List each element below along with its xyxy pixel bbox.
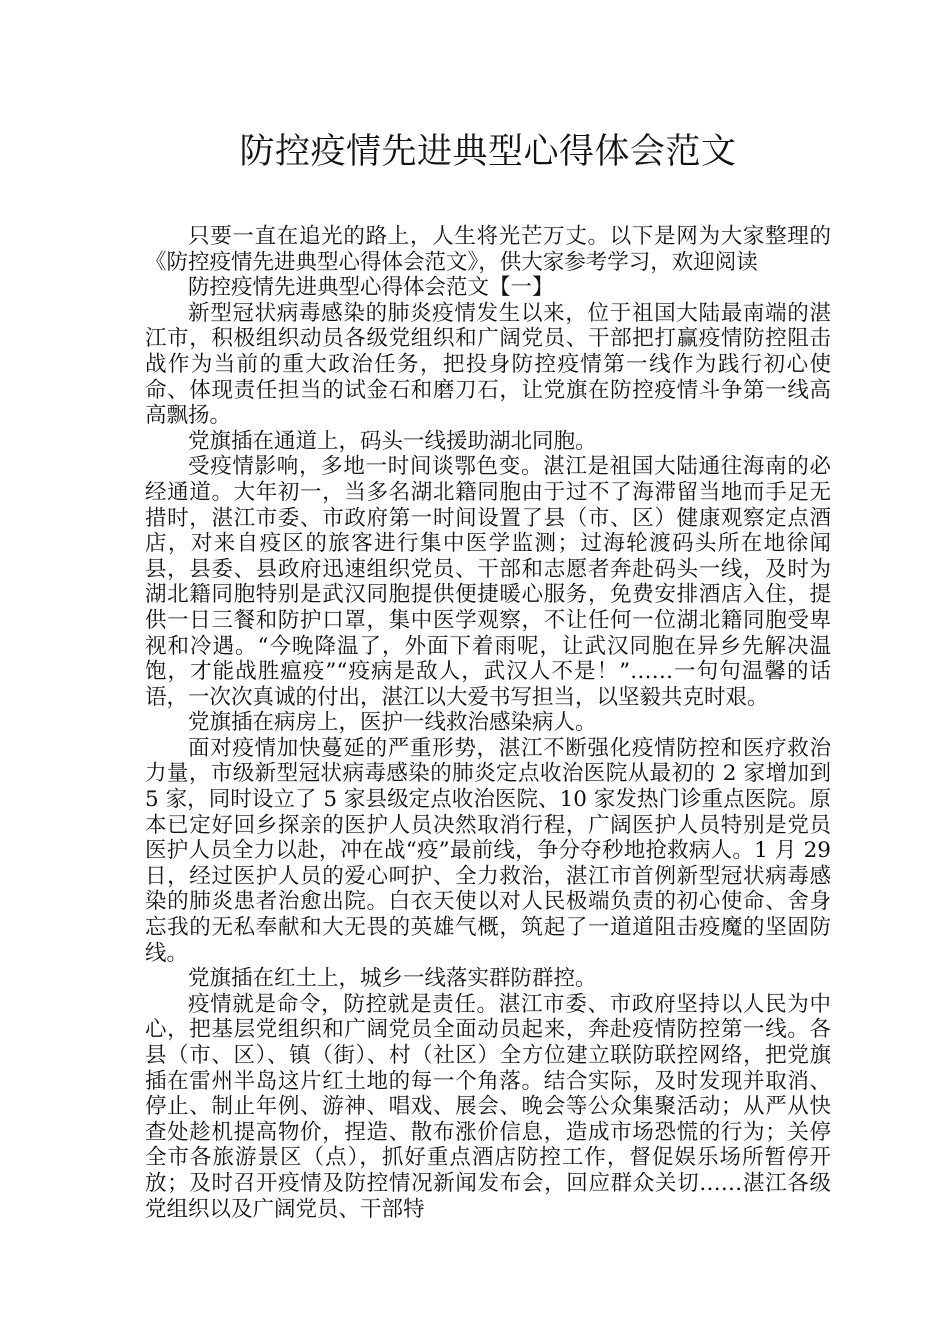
body-paragraph: 疫情就是命令，防控就是责任。湛江市委、市政府坚持以人民为中心，把基层党组织和广阔党员全面动员起来，奔赴疫情防控第一线。各县（市、区）、镇（街）、村（社区）全方位建立联防联控网络，把党旗插在雷州半岛这片红土地的每一个角落。结合实际，及时发现并取消、停止、制止年例、游神、唱戏、展会、晚会等公众集聚活动；从严从快查处趁机提高物价，捏造、散布涨价信息，造成市场恐慌的行为；关停全市各旅游景区（点），抓好重点酒店防控工作，督促娱乐场所暂停开放；及时召开疫情及防控情况新闻发布会，回应群众关切……湛江各级党组织以及广阔党员、干部特 [145, 991, 831, 1222]
body-paragraph: 新型冠状病毒感染的肺炎疫情发生以来，位于祖国大陆最南端的湛江市，积极组织动员各级党组织和广阔党员、干部把打赢疫情防控阻击战作为当前的重大政治任务，把投身防控疫情第一线作为践行初心使命、体现责任担当的试金石和磨刀石，让党旗在防控疫情斗争第一线高高飘扬。 [145, 300, 831, 429]
subsection-heading: 党旗插在通道上，码头一线援助湖北同胞。 [188, 428, 597, 454]
intro-paragraph: 只要一直在追光的路上，人生将光芒万丈。以下是网为大家整理的《防控疫情先进典型心得体会范文》，供大家参考学习，欢迎阅读 [145, 224, 831, 275]
body-paragraph: 受疫情影响，多地一时间谈鄂色变。湛江是祖国大陆通往海南的必经通道。大年初一，当多名湖北籍同胞由于过不了海滞留当地而手足无措时，湛江市委、市政府第一时间设置了县（市、区）健康观察定点酒店，对来自疫区的旅客进行集中医学监测；过海轮渡码头所在地徐闻县，县委、县政府迅速组织党员、干部和志愿者奔赴码头一线，及时为湖北籍同胞特别是武汉同胞提供便捷暖心服务，免费安排酒店入住，提供一日三餐和防护口罩，集中医学观察，不让任何一位湖北籍同胞受卑视和冷遇。“今晚降温了，外面下着雨呢，让武汉同胞在异乡先解决温饱，才能战胜瘟疫”“疫病是敌人，武汉人不是！”……一句句温馨的话语，一次次真诚的付出，湛江以大爱书写担当，以坚毅共克时艰。 [145, 454, 831, 710]
document-title: 防控疫情先进典型心得体会范文 [239, 132, 737, 172]
body-paragraph: 面对疫情加快蔓延的严重形势，湛江不断强化疫情防控和医疗救治力量，市级新型冠状病毒感染的肺炎定点收治医院从最初的 2 家增加到 5 家，同时设立了 5 家县级定点收治医院、10 家发热门诊重点医院。原本已定好回乡探亲的医护人员决然取消行程，广阔医护人员特别是党员医护人员全力以赴，冲在战“疫”最前线，争分夺秒地抢救病人。1 月 29 日，经过医护人员的爱心呵护、全力救治，湛江市首例新型冠状病毒感染的肺炎患者治愈出院。白衣天使以对人民极端负责的初心使命、舍身忘我的无私奉献和大无畏的英雄气概，筑起了一道道阻击疫魔的坚固防线。 [145, 735, 831, 966]
section-heading: 防控疫情先进典型心得体会范文【一】 [188, 275, 554, 301]
subsection-heading: 党旗插在病房上，医护一线救治感染病人。 [188, 710, 597, 736]
subsection-heading: 党旗插在红土上，城乡一线落实群防群控。 [188, 966, 597, 992]
document-content [145, 130, 831, 1222]
document-body [145, 224, 831, 1222]
